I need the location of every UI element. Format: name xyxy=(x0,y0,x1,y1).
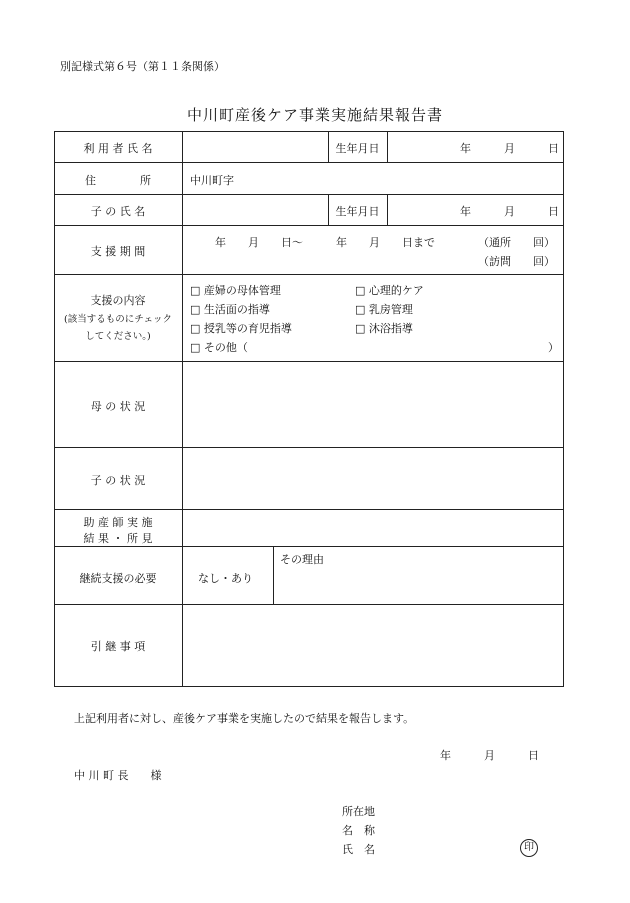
other-close-paren: ） xyxy=(548,341,559,354)
checkbox-maternal-care[interactable]: □ 産婦の母体管理 xyxy=(190,284,281,297)
midwife-findings-field[interactable] xyxy=(184,511,562,545)
user-name-label: 利 用 者 氏 名 xyxy=(83,142,153,155)
user-dob-field[interactable]: 年 月 日 xyxy=(460,142,559,155)
mother-status-field[interactable] xyxy=(184,363,562,446)
addressee: 中 川 町 長 様 xyxy=(74,769,162,782)
checkbox-feeding-guidance[interactable]: □ 授乳等の育児指導 xyxy=(190,322,292,335)
child-name-label: 子 の 氏 名 xyxy=(90,205,146,218)
report-date[interactable]: 年 月 日 xyxy=(440,749,539,762)
child-status-label: 子 の 状 況 xyxy=(90,474,146,487)
report-statement: 上記利用者に対し、産後ケア事業を実施したので結果を報告します。 xyxy=(74,712,415,725)
support-note-2: してください。) xyxy=(85,331,151,342)
address-field[interactable]: 中川町字 xyxy=(190,174,234,187)
handover-label: 引 継 事 項 xyxy=(90,640,146,653)
continue-support-label: 継続支援の必要 xyxy=(79,572,157,585)
checkbox-bathing-guidance[interactable]: □ 沐浴指導 xyxy=(355,322,413,335)
handover-field[interactable] xyxy=(184,606,562,685)
support-label: 支援の内容 xyxy=(90,294,146,307)
visit-count-home[interactable]: （訪問 回） xyxy=(478,255,555,268)
child-name-field[interactable] xyxy=(184,196,327,224)
checkbox-other[interactable]: □ その他（ xyxy=(190,341,248,354)
user-name-field[interactable] xyxy=(184,133,327,161)
child-dob-label: 生年月日 xyxy=(335,205,380,218)
support-note-1: (該当するものにチェック xyxy=(64,314,172,325)
dob-label: 生年月日 xyxy=(335,142,380,155)
period-label: 支 援 期 間 xyxy=(90,245,146,258)
form-id: 別記様式第６号（第１１条関係） xyxy=(60,60,225,73)
checkbox-lifestyle-guidance[interactable]: □ 生活面の指導 xyxy=(190,303,270,316)
mother-status-label: 母 の 状 況 xyxy=(90,400,146,413)
reason-label: その理由 xyxy=(280,553,324,566)
person-name-label: 氏 名 xyxy=(342,843,375,856)
midwife-label-1: 助 産 師 実 施 xyxy=(83,516,153,529)
period-field[interactable]: 年 月 日～ 年 月 日まで xyxy=(215,236,435,249)
child-status-field[interactable] xyxy=(184,449,562,508)
page-title: 中川町産後ケア事業実施結果報告書 xyxy=(186,106,443,124)
midwife-label-2: 結 果 ・ 所 見 xyxy=(83,532,153,545)
seal-mark: 印 xyxy=(520,839,538,857)
visit-count-daycare[interactable]: （通所 回） xyxy=(478,236,555,249)
checkbox-breast-care[interactable]: □ 乳房管理 xyxy=(355,303,413,316)
continue-support-choice[interactable]: なし・あり xyxy=(198,572,253,585)
checkbox-psychological-care[interactable]: □ 心理的ケア xyxy=(355,284,424,297)
organization-name-label: 名 称 xyxy=(342,824,375,837)
location-label: 所在地 xyxy=(342,805,375,818)
address-label: 住 所 xyxy=(85,174,151,187)
child-dob-field[interactable]: 年 月 日 xyxy=(460,205,559,218)
